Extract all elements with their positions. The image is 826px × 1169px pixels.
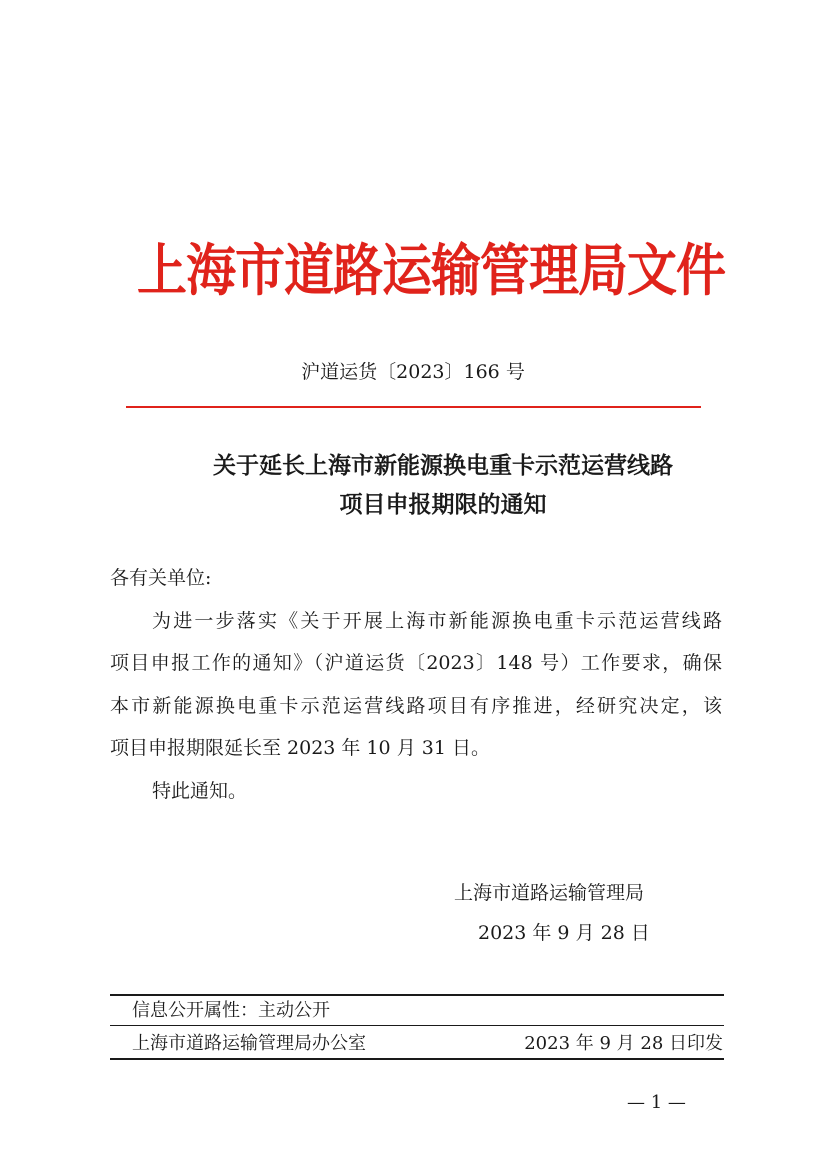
- notice-title-line-1: 关于延长上海市新能源换电重卡示范运营线路: [213, 452, 673, 479]
- body-line: 项目申报期限延长至 2023 年 10 月 31 日。: [110, 737, 490, 759]
- footer-top-rule: [110, 994, 724, 996]
- footer-bottom-rule: [110, 1058, 724, 1060]
- red-separator-rule: [126, 406, 701, 408]
- signature-org: 上海市道路运输管理局: [454, 882, 645, 904]
- body-line: 本市新能源换电重卡示范运营线路项目有序推进，经研究决定，该: [110, 695, 722, 717]
- disclosure-attribute: 信息公开属性：主动公开: [132, 1000, 330, 1021]
- notice-title-line-2: 项目申报期限的通知: [339, 491, 547, 518]
- body-line: 项目申报工作的通知》（沪道运货〔2023〕148 号）工作要求，确保: [110, 652, 722, 674]
- issue-date: 2023 年 9 月 28 日印发: [524, 1033, 723, 1054]
- issuing-office: 上海市道路运输管理局办公室: [132, 1033, 366, 1054]
- page-number: — 1 —: [627, 1092, 686, 1113]
- salutation: 各有关单位:: [110, 567, 212, 589]
- body-line: 为进一步落实《关于开展上海市新能源换电重卡示范运营线路: [152, 610, 722, 632]
- footer-middle-rule: [110, 1025, 724, 1026]
- document-number: 沪道运货〔2023〕166 号: [301, 361, 525, 383]
- issuer-title: 上海市道路运输管理局文件: [137, 237, 725, 304]
- closing: 特此通知。: [152, 780, 248, 802]
- signature-date: 2023 年 9 月 28 日: [478, 922, 650, 944]
